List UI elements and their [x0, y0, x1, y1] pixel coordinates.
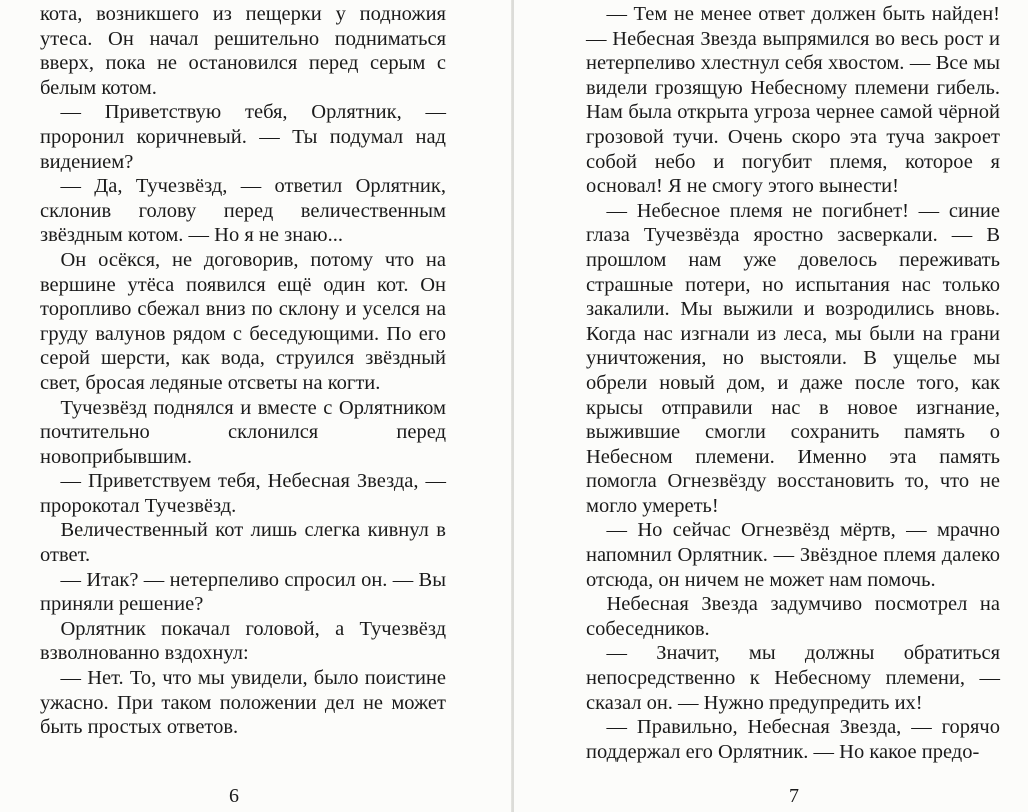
left-page-text	[40, 2, 446, 740]
paragraph: — Итак? — нетерпеливо спросил он. — Вы приняли решение?	[40, 568, 446, 616]
page-number: 7	[789, 785, 799, 807]
paragraph: — Небесное племя не погибнет! — синие глаза Тучезвёзда яростно засверкали. — В прошлом нам уже довелось переживать страшные потери, но испытания нас только закалили. Мы выжили и возродились вновь. Когда нас изгнали из леса, мы были на грани уничтожения, но выстояли. В ущелье мы обрели новый дом, и даже после того, как крысы отправили нас в новое изгнание, выжившие смогли сохранить память о Небесном племени. Именно эта память помогла Огнезвёзду восстановить то, что не могло умереть!	[586, 199, 1000, 517]
paragraph: — Приветствуем тебя, Небесная Звезда, — пророкотал Тучезвёзд.	[40, 470, 446, 517]
paragraph: Он осёкся, не договорив, потому что на вершине утёса появился ещё один кот. Он торопливо сбежал вниз по склону и уселся на груду валунов рядом с беседующими. По его серой шерсти, как вода, струился звёздный свет, бросая ледяные отсветы на когти.	[40, 248, 446, 394]
paragraph: — Но сейчас Огнезвёзд мёртв, — мрачно напомнил Орлятник. — Звёздное племя далеко отсюда, он ничем не может нам помочь.	[586, 519, 1000, 591]
paragraph: — Нет. То, что мы увидели, было поистине ужасно. При таком положении дел не может быть простых ответов.	[40, 667, 446, 739]
paragraph: Орлятник покачал головой, а Тучезвёзд взволнованно вздохнул:	[40, 617, 446, 665]
paragraph: Тучезвёзд поднялся и вместе с Орлятником почтительно склонился перед новоприбывшим.	[40, 396, 446, 468]
paragraph: — Приветствую тебя, Орлятник, — проронил коричневый. — Ты подумал над видением?	[40, 101, 446, 173]
right-page-text	[586, 2, 1000, 764]
paragraph: Небесная Звезда задумчиво посмотрел на собеседников.	[586, 593, 1000, 640]
paragraph: — Да, Тучезвёзд, — ответил Орлятник, склонив голову перед величественным звёздным котом. — Но я не знаю...	[40, 175, 446, 247]
right-page	[514, 0, 1028, 812]
page-number: 6	[229, 785, 239, 807]
paragraph: Величественный кот лишь слегка кивнул в ответ.	[40, 519, 446, 567]
left-page	[0, 0, 512, 812]
paragraph: — Значит, мы должны обратиться непосредственно к Небесному племени, — сказал он. — Нужно предупредить их!	[586, 642, 1000, 714]
paragraph: кота, возникшего из пещерки у подножия утеса. Он начал решительно подниматься вверх, пока не остановился перед серым с белым котом.	[40, 3, 446, 99]
paragraph: — Правильно, Небесная Звезда, — горячо поддержал его Орлятник. — Но какое предо-	[586, 716, 1000, 763]
paragraph: — Тем не менее ответ должен быть найден! — Небесная Звезда выпрямился во весь рост и нетерпеливо хлестнул себя хвостом. — Все мы видели грозящую Небесному племени гибель. Нам была открыта угроза чернее самой чёрной грозовой тучи. Очень скоро эта туча закроет собой небо и погубит племя, которое я основал! Я не смогу этого вынести!	[586, 3, 1000, 198]
